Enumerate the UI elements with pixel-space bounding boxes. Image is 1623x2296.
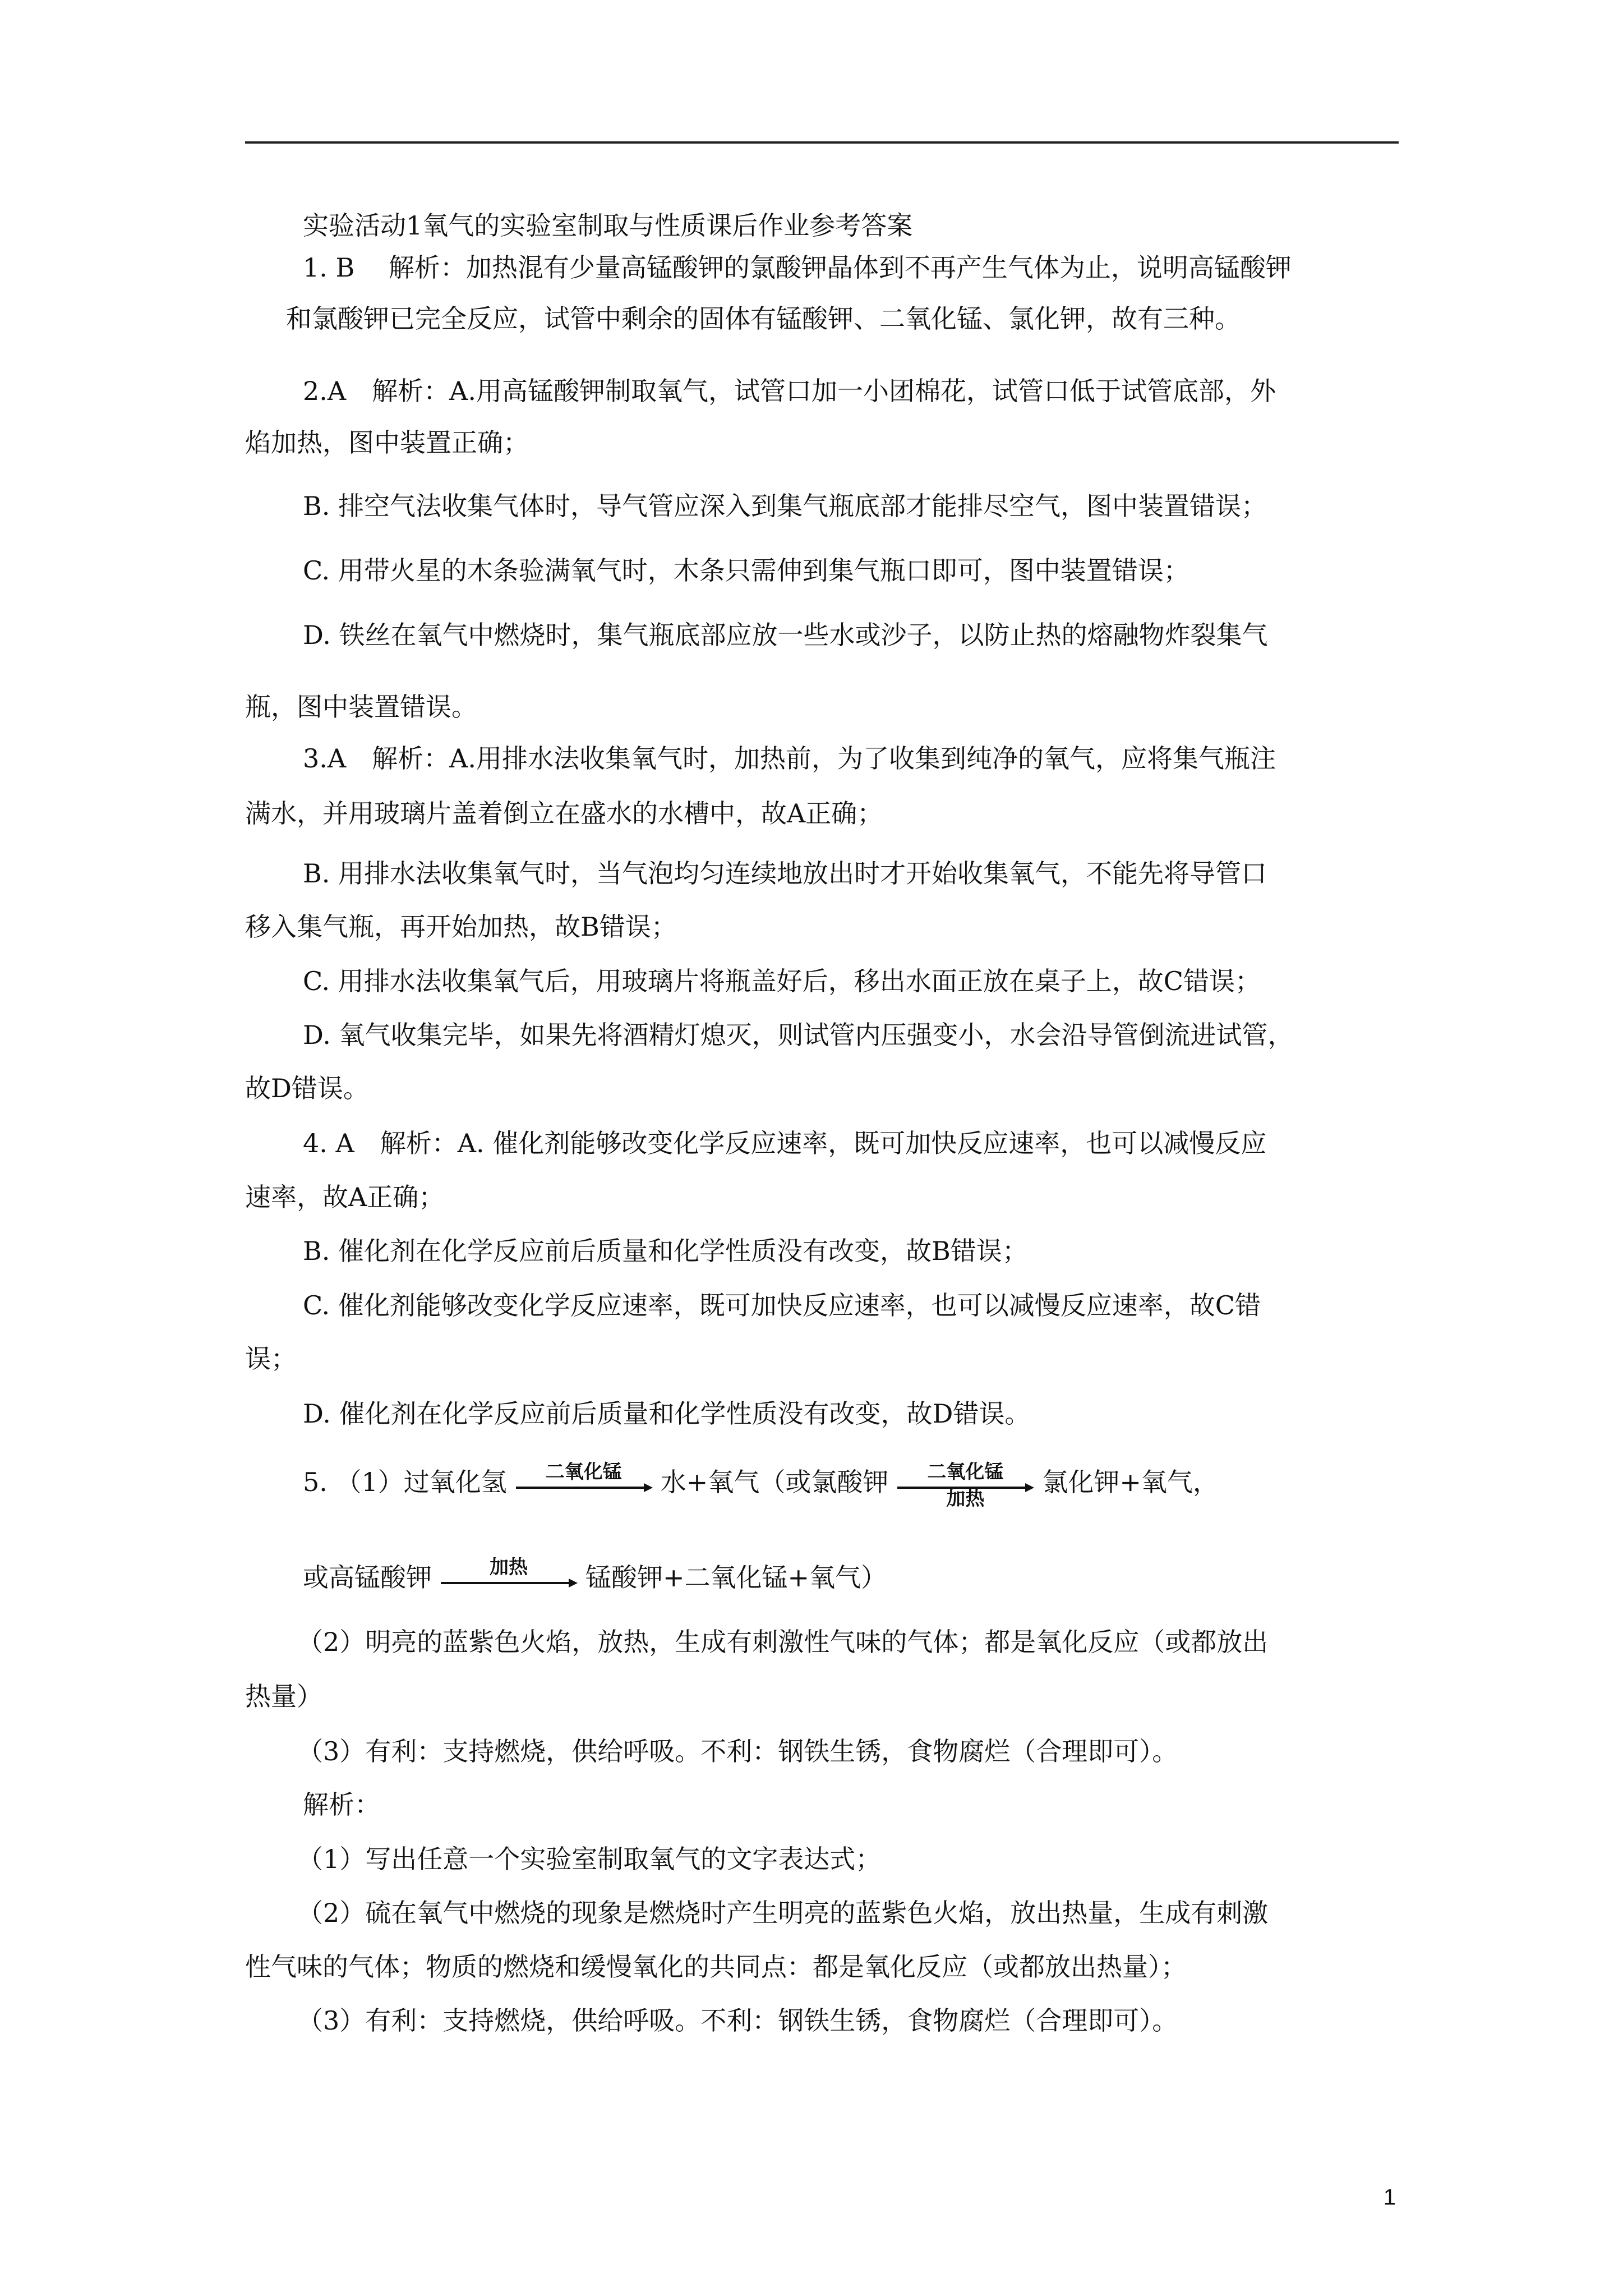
arrow-1-catalyst-label: 二氧化锰 <box>545 1461 622 1483</box>
arrow-2-condition-label: 加热 <box>946 1488 985 1510</box>
answer-5-line-2 <box>303 1556 887 1598</box>
answer-5-line-1 <box>303 1461 1219 1510</box>
analysis-2-line-1: （2）硫在氧气中燃烧的现象是燃烧时产生明亮的蓝紫色火焰，放出热量，生成有刺激 <box>297 1898 1269 1928</box>
answer-1-line-2: 和氯酸钾已完全反应，试管中剩余的固体有锰酸钾、二氧化锰、氯化钾，故有三种。 <box>286 303 1241 334</box>
reaction-arrow-1 <box>514 1461 654 1502</box>
answer-3-d-line-2: 故D错误。 <box>245 1073 369 1103</box>
arrow-3-icon <box>439 1577 579 1589</box>
analysis-1: （1）写出任意一个实验室制取氧气的文字表达式； <box>297 1844 882 1874</box>
answer-5-2-line-1: （2）明亮的蓝紫色火焰，放热，生成有刺激性气味的气体；都是氧化反应（或都放出 <box>297 1627 1269 1657</box>
analysis-3: （3）有利：支持燃烧，供给呼吸。不利：钢铁生锈，食物腐烂（合理即可）。 <box>297 2005 1178 2036</box>
answer-5-2-line-2: 热量） <box>245 1681 322 1711</box>
header-rule <box>245 141 1399 144</box>
page-title: 实验活动1氧气的实验室制取与性质课后作业参考答案 <box>303 210 913 241</box>
answer-3-line-2: 满水，并用玻璃片盖着倒立在盛水的水槽中，故A正确； <box>245 798 883 829</box>
eq-product-2: 氯化钾+氧气， <box>1042 1467 1219 1497</box>
reaction-arrow-2 <box>895 1461 1035 1510</box>
answer-2-line-2: 焰加热，图中装置正确； <box>245 427 529 458</box>
analysis-label: 解析： <box>303 1789 380 1820</box>
eq-reactant-1: 5. （1）过氧化氢 <box>303 1467 507 1497</box>
answer-3-b-line-2: 移入集气瓶，再开始加热，故B错误； <box>245 912 677 942</box>
answer-4-line-2: 速率，故A正确； <box>245 1182 445 1212</box>
eq-reactant-3: 或高锰酸钾 <box>303 1562 432 1593</box>
answer-4-c-line-2: 误； <box>245 1343 297 1374</box>
answer-2-line-1: 2.A 解析：A.用高锰酸钾制取氧气，试管口加一小团棉花，试管口低于试管底部，外 <box>303 376 1276 406</box>
arrow-2-catalyst-label: 二氧化锰 <box>927 1461 1004 1483</box>
answer-2-b: B. 排空气法收集气体时，导气管应深入到集气瓶底部才能排尽空气，图中装置错误； <box>303 491 1267 521</box>
answer-1-line-1: 1. B 解析：加热混有少量高锰酸钾的氯酸钾晶体到不再产生气体为止，说明高锰酸钾 <box>303 252 1292 283</box>
eq-product-1: 水+氧气（或氯酸钾 <box>660 1467 889 1497</box>
answer-3-b-line-1: B. 用排水法收集氧气时，当气泡均匀连续地放出时才开始收集氧气，不能先将导管口 <box>303 858 1267 889</box>
eq-product-3: 锰酸钾+二氧化锰+氧气） <box>585 1562 887 1593</box>
answer-3-line-1: 3.A 解析：A.用排水法收集氧气时，加热前，为了收集到纯净的氧气，应将集气瓶注 <box>303 743 1276 774</box>
answer-3-c: C. 用排水法收集氧气后，用玻璃片将瓶盖好后，移出水面正放在桌子上，故C错误； <box>303 966 1261 996</box>
answer-4-line-1: 4. A 解析：A. 催化剂能够改变化学反应速率，既可加快反应速率，也可以减慢反应 <box>303 1128 1267 1158</box>
answer-2-c: C. 用带火星的木条验满氧气时，木条只需伸到集气瓶口即可，图中装置错误； <box>303 555 1189 586</box>
answer-4-d: D. 催化剂在化学反应前后质量和化学性质没有改变，故D错误。 <box>303 1398 1031 1429</box>
answer-2-d-line-1: D. 铁丝在氧气中燃烧时，集气瓶底部应放一些水或沙子，以防止热的熔融物炸裂集气 <box>303 620 1268 650</box>
answer-2-d-line-2: 瓶，图中装置错误。 <box>245 692 477 722</box>
answer-4-c-line-1: C. 催化剂能够改变化学反应速率，既可加快反应速率，也可以减慢反应速率，故C错 <box>303 1290 1261 1320</box>
answer-4-b: B. 催化剂在化学反应前后质量和化学性质没有改变，故B错误； <box>303 1236 1028 1266</box>
reaction-arrow-3 <box>439 1556 579 1598</box>
page-number: 1 <box>1383 2185 1396 2210</box>
answer-3-d-line-1: D. 氧气收集完毕，如果先将酒精灯熄灭，则试管内压强变小，水会沿导管倒流进试管， <box>303 1020 1294 1050</box>
analysis-2-line-2: 性气味的气体；物质的燃烧和缓慢氧化的共同点：都是氧化反应（或都放出热量）； <box>245 1952 1187 1982</box>
arrow-1-icon <box>514 1482 654 1493</box>
answer-5-3: （3）有利：支持燃烧，供给呼吸。不利：钢铁生锈，食物腐烂（合理即可）。 <box>297 1736 1178 1766</box>
arrow-3-condition-label: 加热 <box>490 1556 528 1579</box>
